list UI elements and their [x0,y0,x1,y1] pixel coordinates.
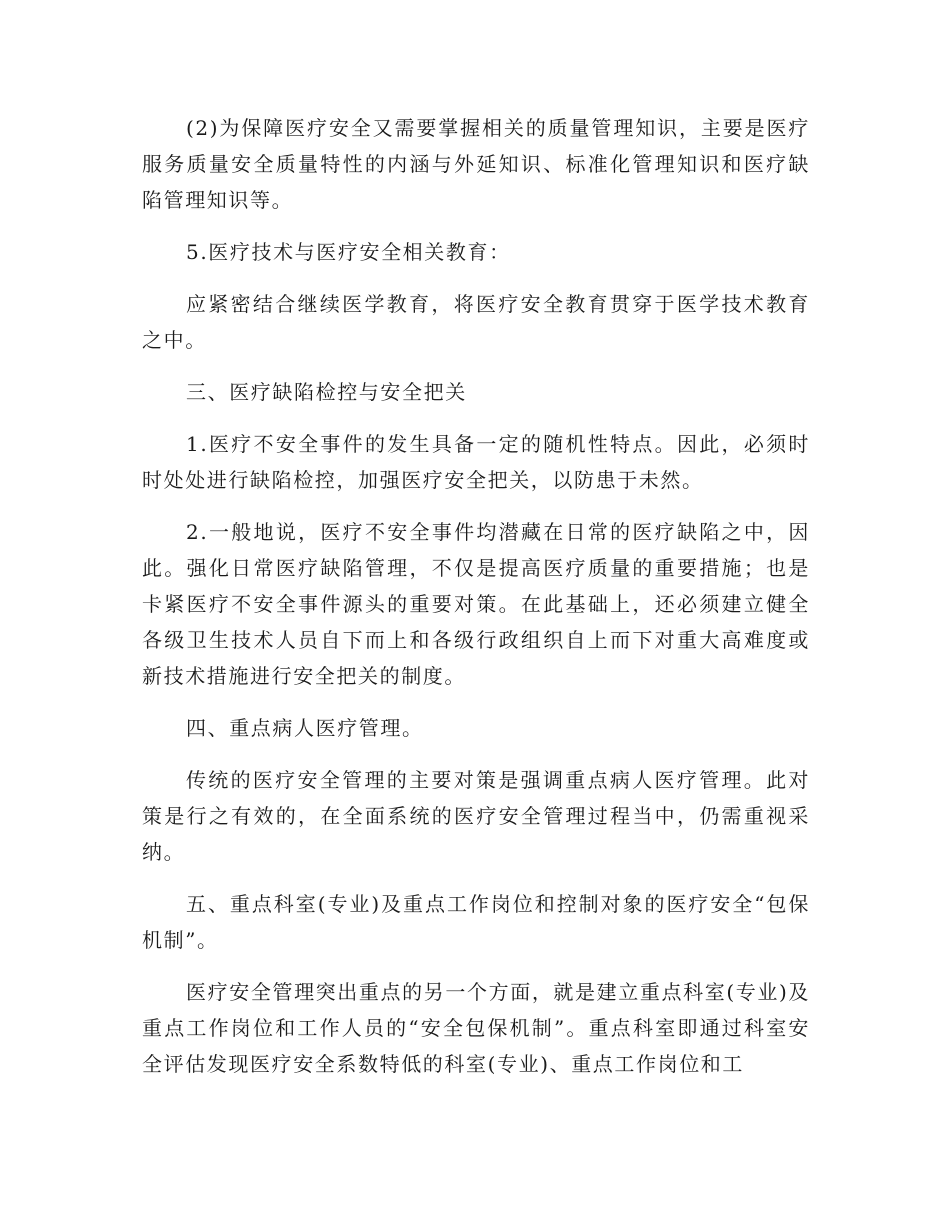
paragraph-item-1: 1.医疗不安全事件的发生具备一定的随机性特点。因此，必须时时处处进行缺陷检控，加强医疗安全把关，以防患于未然。 [142,432,810,492]
paragraph-section-5-heading: 5.医疗技术与医疗安全相关教育： [186,240,511,264]
heading-section-4: 四、重点病人医疗管理。 [186,716,424,740]
paragraph-continuing-education: 应紧密结合继续医学教育，将医疗安全教育贯穿于医学技术教育之中。 [142,292,810,352]
paragraph-key-patients: 传统的医疗安全管理的主要对策是强调重点病人医疗管理。此对策是行之有效的，在全面系统的医疗安全管理过程当中，仍需重视采纳。 [142,768,810,864]
heading-section-3: 三、医疗缺陷检控与安全把关 [186,380,467,404]
paragraph-safety-mechanism: 医疗安全管理突出重点的另一个方面，就是建立重点科室(专业)及重点工作岗位和工作人员的“安全包保机制”。重点科室即通过科室安全评估发现医疗安全系数特低的科室(专业)、重点工作岗位和工 [142,980,810,1076]
heading-section-5: 五、重点科室(专业)及重点工作岗位和控制对象的医疗安全“包保机制”。 [142,892,810,952]
document-body [142,110,810,1098]
paragraph-quality-knowledge: (2)为保障医疗安全又需要掌握相关的质量管理知识，主要是医疗服务质量安全质量特性的内涵与外延知识、标准化管理知识和医疗缺陷管理知识等。 [142,116,810,212]
paragraph-item-2: 2.一般地说，医疗不安全事件均潜藏在日常的医疗缺陷之中，因此。强化日常医疗缺陷管理，不仅是提高医疗质量的重要措施；也是卡紧医疗不安全事件源头的重要对策。在此基础上，还必须建立健全各级卫生技术人员自下而上和各级行政组织自上而下对重大高难度或新技术措施进行安全把关的制度。 [142,520,810,688]
